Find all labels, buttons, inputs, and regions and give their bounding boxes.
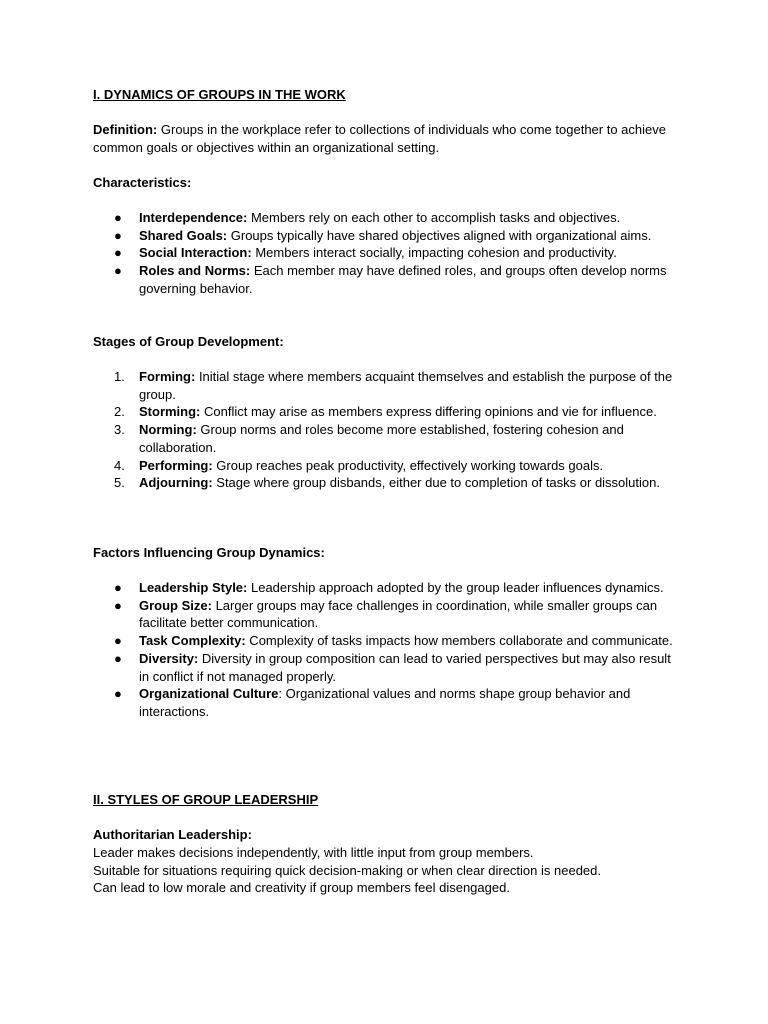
item-text: Stage where group disbands, either due to completion of tasks or dissolution. xyxy=(212,475,660,491)
list-number: 5. xyxy=(114,475,125,491)
list-item xyxy=(93,650,683,685)
item-term: Task Complexity: xyxy=(139,633,246,649)
item-text: Leadership approach adopted by the group leader influences dynamics. xyxy=(247,580,664,595)
item-text: Group norms and roles become more established, fostering cohesion and collaboration. xyxy=(139,422,624,455)
list-item xyxy=(93,597,683,632)
list-number: 3. xyxy=(114,422,125,438)
authoritarian-description xyxy=(93,844,683,897)
text-line: Can lead to low morale and creativity if group members feel disengaged. xyxy=(93,880,510,896)
bullet-icon: ● xyxy=(114,227,122,243)
list-item xyxy=(93,632,683,650)
authoritarian-heading: Authoritarian Leadership: xyxy=(93,827,252,842)
item-text: Group reaches peak productivity, effectively working towards goals. xyxy=(212,457,604,473)
bullet-icon: ● xyxy=(114,210,122,225)
list-item xyxy=(93,579,683,597)
item-term: Social Interaction: xyxy=(139,245,252,261)
characteristics-list xyxy=(93,209,683,298)
bullet-icon: ● xyxy=(114,580,122,595)
item-term: Diversity: xyxy=(139,650,199,666)
item-text: : Organizational values and norms shape group behavior and interactions. xyxy=(139,686,631,719)
stages-heading: Stages of Group Development: xyxy=(93,334,284,349)
list-item xyxy=(93,227,683,245)
text-line: Suitable for situations requiring quick decision-making or when clear direction is needed. xyxy=(93,862,601,878)
bullet-icon: ● xyxy=(114,650,122,666)
item-text: Complexity of tasks impacts how members collaborate and communicate. xyxy=(245,633,673,649)
item-text: Larger groups may face challenges in coordination, while smaller groups can facilitate better communication. xyxy=(139,597,658,631)
item-term: Adjourning: xyxy=(139,475,213,491)
item-text: Each member may have defined roles, and groups often develop norms governing behavior. xyxy=(139,263,667,296)
section-2-heading: II. STYLES OF GROUP LEADERSHIP xyxy=(93,792,319,807)
definition-text: Groups in the workplace refer to collections of individuals who come together to achieve common goals or objectives within an organizational setting. xyxy=(93,122,666,155)
item-term: Roles and Norms: xyxy=(139,263,251,279)
list-item xyxy=(93,474,683,492)
bullet-icon: ● xyxy=(114,245,122,261)
bullet-icon: ● xyxy=(114,686,122,702)
factors-heading: Factors Influencing Group Dynamics: xyxy=(93,545,325,560)
item-text: Members rely on each other to accomplish tasks and objectives. xyxy=(247,210,621,225)
list-item xyxy=(93,244,683,262)
section-1-heading: I. DYNAMICS OF GROUPS IN THE WORK xyxy=(93,87,346,102)
item-term: Organizational Culture xyxy=(139,686,279,702)
definition-paragraph xyxy=(93,121,683,156)
item-term: Storming: xyxy=(139,404,201,420)
list-item xyxy=(93,368,683,403)
characteristics-heading: Characteristics: xyxy=(93,175,192,190)
item-term: Performing: xyxy=(139,457,213,473)
list-item xyxy=(93,685,683,720)
item-text: Conflict may arise as members express differing opinions and vie for influence. xyxy=(200,404,657,420)
list-item xyxy=(93,421,683,456)
factors-list xyxy=(93,579,683,721)
item-term: Leadership Style: xyxy=(139,580,248,595)
item-text: Groups typically have shared objectives aligned with organizational aims. xyxy=(227,227,652,243)
item-term: Norming: xyxy=(139,422,197,438)
text-line: Leader makes decisions independently, with little input from group members. xyxy=(93,845,534,860)
list-item xyxy=(93,262,683,297)
list-number: 1. xyxy=(114,369,125,384)
stages-list xyxy=(93,368,683,492)
item-term: Shared Goals: xyxy=(139,227,228,243)
item-term: Interdependence: xyxy=(139,210,248,225)
item-text: Initial stage where members acquaint themselves and establish the purpose of the group. xyxy=(139,369,673,402)
item-text: Members interact socially, impacting cohesion and productivity. xyxy=(251,245,617,261)
list-number: 4. xyxy=(114,457,125,473)
definition-label: Definition: xyxy=(93,122,158,137)
bullet-icon: ● xyxy=(114,263,122,279)
bullet-icon: ● xyxy=(114,633,122,649)
list-item xyxy=(93,209,683,227)
item-text: Diversity in group composition can lead to varied perspectives but may also result in conflict if not managed properly. xyxy=(139,650,671,684)
bullet-icon: ● xyxy=(114,597,122,613)
item-term: Group Size: xyxy=(139,597,212,613)
item-term: Forming: xyxy=(139,369,196,384)
list-item xyxy=(93,403,683,421)
list-item xyxy=(93,457,683,475)
list-number: 2. xyxy=(114,404,125,420)
